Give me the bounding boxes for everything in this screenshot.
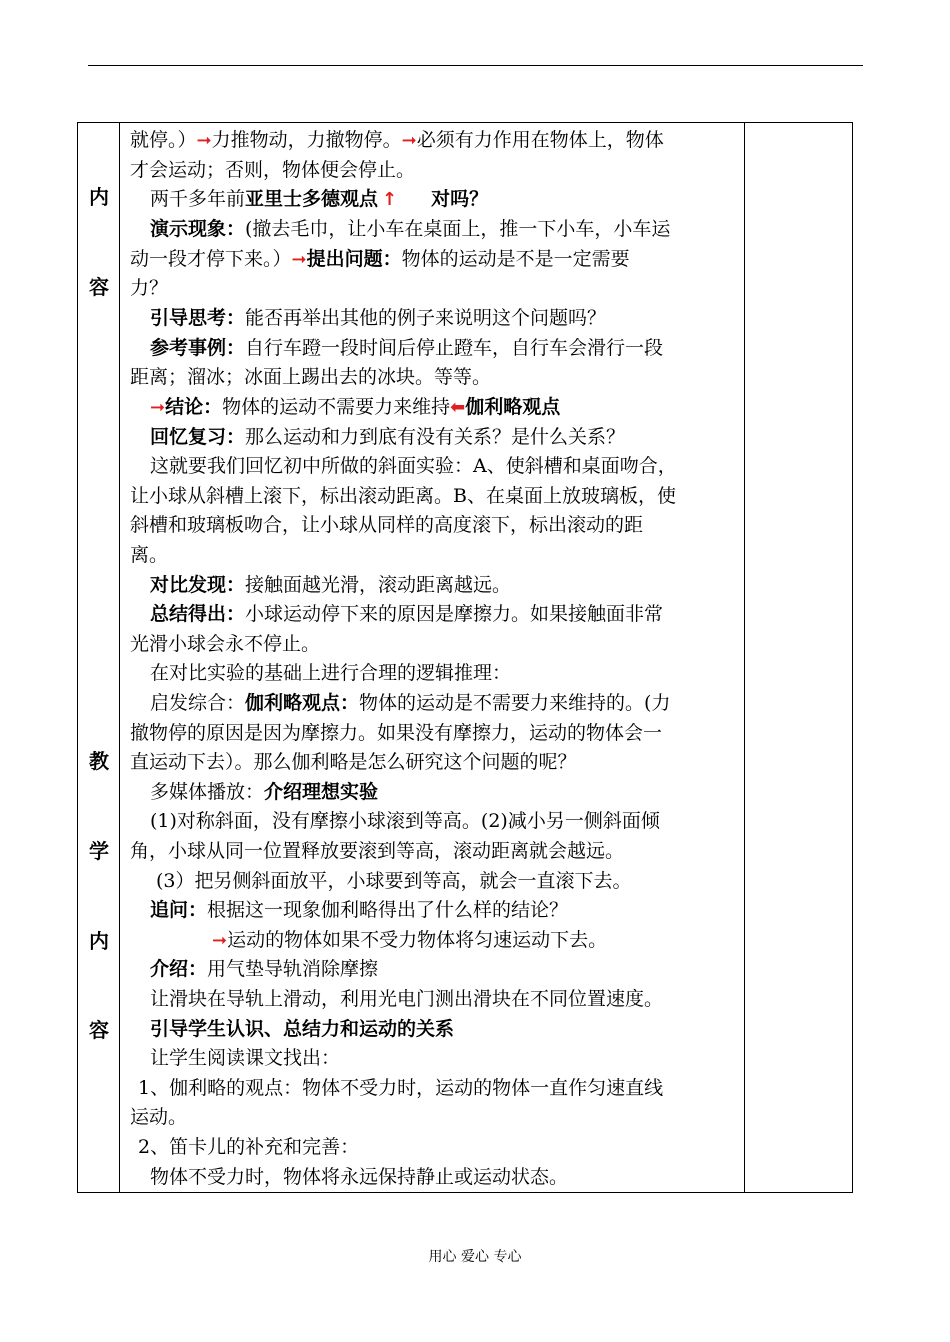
text-span: 动一段才停下来。） (130, 248, 292, 270)
text-line (130, 866, 762, 896)
text-span: 1、伽利略的观点：物体不受力时，运动的物体一直作匀速直线 (138, 1077, 664, 1099)
text-line (130, 1014, 756, 1044)
right-arrow-icon: ➞ (196, 130, 212, 151)
side-label-char: 容 (89, 275, 109, 299)
text-span: 多媒体播放： (150, 781, 265, 803)
text-span: 物体的运动不需要力来维持 (222, 396, 451, 418)
text-span: 直运动下去）。那么伽利略是怎么研究这个问题的呢？ (130, 751, 577, 773)
text-line (130, 806, 756, 836)
left-label-column (78, 123, 120, 1192)
text-line (130, 688, 756, 718)
text-span: 让学生阅读课文找出： (150, 1047, 341, 1069)
text-line (130, 273, 736, 303)
section-heading: 引导学生认识、总结力和运动的关系 (150, 1018, 455, 1040)
text-span: 才会运动；否则，物体便会停止。 (130, 159, 416, 181)
lesson-table (77, 122, 853, 1193)
right-arrow-icon: ➞ (150, 397, 166, 418)
text-span: 能否再举出其他的例子来说明这个问题吗？ (245, 307, 607, 329)
text-span: 接触面越光滑，滚动距离越远。 (245, 574, 512, 596)
section-label: 引导思考： (150, 307, 246, 329)
text-line (130, 718, 736, 748)
section-label: 总结得出： (150, 603, 246, 625)
text-line (130, 362, 736, 392)
left-arrow-icon: ⬅ (450, 397, 466, 418)
section-label: 回忆复习： (150, 426, 246, 448)
text-line (130, 510, 736, 540)
text-span: 物体的运动是不是一定需要 (401, 248, 630, 270)
section-label: 参考事例： (150, 337, 246, 359)
section-label: 演示现象： (150, 218, 246, 240)
text-line (130, 570, 756, 600)
section-label: 介绍： (150, 958, 208, 980)
text-line (130, 954, 756, 984)
side-label-char: 内 (89, 185, 109, 209)
text-line (130, 155, 736, 185)
aristotle-view-label: 亚里士多德观点 (245, 188, 379, 210)
side-label-char: 容 (89, 1018, 109, 1042)
page-footer: 用心 爱心 专心 (428, 1249, 522, 1265)
section-label: 结论： (165, 396, 223, 418)
text-span: 让小球从斜槽上滚下，标出滚动距离。B、在桌面上放玻璃板，使 (130, 485, 676, 507)
text-span: 对吗？ (431, 188, 489, 210)
text-line (130, 540, 736, 570)
text-line (130, 303, 756, 333)
text-line (130, 184, 756, 214)
text-span: 根据这一现象伽利略得出了什么样的结论？ (207, 899, 569, 921)
text-line (130, 333, 756, 363)
text-line (130, 244, 736, 274)
text-line (130, 214, 756, 244)
section-label: 对比发现： (150, 574, 246, 596)
text-span: 2、笛卡儿的补充和完善： (138, 1136, 360, 1158)
header-rule (88, 65, 863, 66)
text-line (130, 836, 736, 866)
text-span: 两千多年前 (150, 188, 246, 210)
text-span: 撤物停的原因是因为摩擦力。如果没有摩擦力，运动的物体会一 (130, 722, 663, 744)
text-span: 必须有力作用在物体上，物体 (416, 129, 664, 151)
text-line (130, 658, 756, 688)
galileo-view-label: 伽利略观点 (465, 396, 561, 418)
text-line (130, 777, 756, 807)
section-label: 提出问题： (306, 248, 402, 270)
text-line (130, 1043, 756, 1073)
text-span: 距离；溜冰；冰面上踢出去的冰块。等等。 (130, 366, 492, 388)
text-span: 运动。 (130, 1106, 188, 1128)
text-span: (1)对称斜面，没有摩擦小球滚到等高。(2)减小另一侧斜面倾 (150, 810, 660, 832)
text-span: 这就要我们回忆初中所做的斜面实验：A、使斜槽和桌面吻合， (150, 455, 677, 477)
right-arrow-icon: ➞ (291, 249, 307, 270)
text-span: (3）把另侧斜面放平，小球要到等高，就会一直滚下去。 (156, 870, 632, 892)
right-arrow-icon: ➞ (212, 930, 228, 951)
text-line (130, 599, 756, 629)
text-span: 就停。） (130, 129, 197, 151)
text-line (130, 895, 756, 925)
text-span: 离。 (130, 544, 169, 566)
text-line (130, 1132, 744, 1162)
side-label-char: 学 (89, 839, 109, 863)
text-line (130, 481, 736, 511)
text-span: 让滑块在导轨上滑动，利用光电门测出滑块在不同位置速度。 (150, 988, 664, 1010)
text-span: 那么运动和力到底有没有关系？是什么关系？ (245, 426, 626, 448)
text-line (130, 125, 736, 155)
text-line (130, 629, 736, 659)
text-span: 在对比实验的基础上进行合理的逻辑推理： (150, 662, 512, 684)
text-span: 力推物动，力撤物停。 (211, 129, 402, 151)
text-line (130, 392, 756, 422)
text-line (130, 1102, 736, 1132)
up-arrow-icon: ↑ (382, 189, 398, 210)
text-line (130, 1162, 756, 1192)
section-label: 追问： (150, 899, 208, 921)
text-span: (撤去毛巾，让小车在桌面上，推一下小车，小车运 (245, 218, 671, 240)
text-span: 力？ (130, 277, 169, 299)
text-line (130, 747, 736, 777)
text-span: 小球运动停下来的原因是摩擦力。如果接触面非常 (245, 603, 664, 625)
text-line (130, 984, 756, 1014)
text-span: 用气垫导轨消除摩擦 (207, 958, 379, 980)
section-label: 伽利略观点： (245, 692, 360, 714)
text-span: 光滑小球会永不停止。 (130, 633, 321, 655)
text-line (130, 925, 818, 955)
text-span: 斜槽和玻璃板吻合，让小球从同样的高度滚下，标出滚动的距 (130, 514, 644, 536)
text-span: 运动的物体如果不受力物体将匀速运动下去。 (227, 929, 608, 951)
text-span: 启发综合： (150, 692, 246, 714)
text-span: 物体不受力时，物体将永远保持静止或运动状态。 (150, 1166, 569, 1188)
side-label-char: 教 (89, 749, 109, 773)
right-notes-column (744, 123, 853, 1192)
text-span: 物体的运动是不需要力来维持的。(力 (359, 692, 671, 714)
text-span: 角，小球从同一位置释放要滚到等高，滚动距离就会越远。 (130, 840, 625, 862)
right-arrow-icon: ➞ (401, 130, 417, 151)
text-span: 自行车蹬一段时间后停止蹬车，自行车会滑行一段 (245, 337, 664, 359)
text-line (130, 451, 756, 481)
text-line (130, 422, 756, 452)
side-label-char: 内 (89, 929, 109, 953)
section-label: 介绍理想实验 (264, 781, 379, 803)
text-line (130, 1073, 744, 1103)
